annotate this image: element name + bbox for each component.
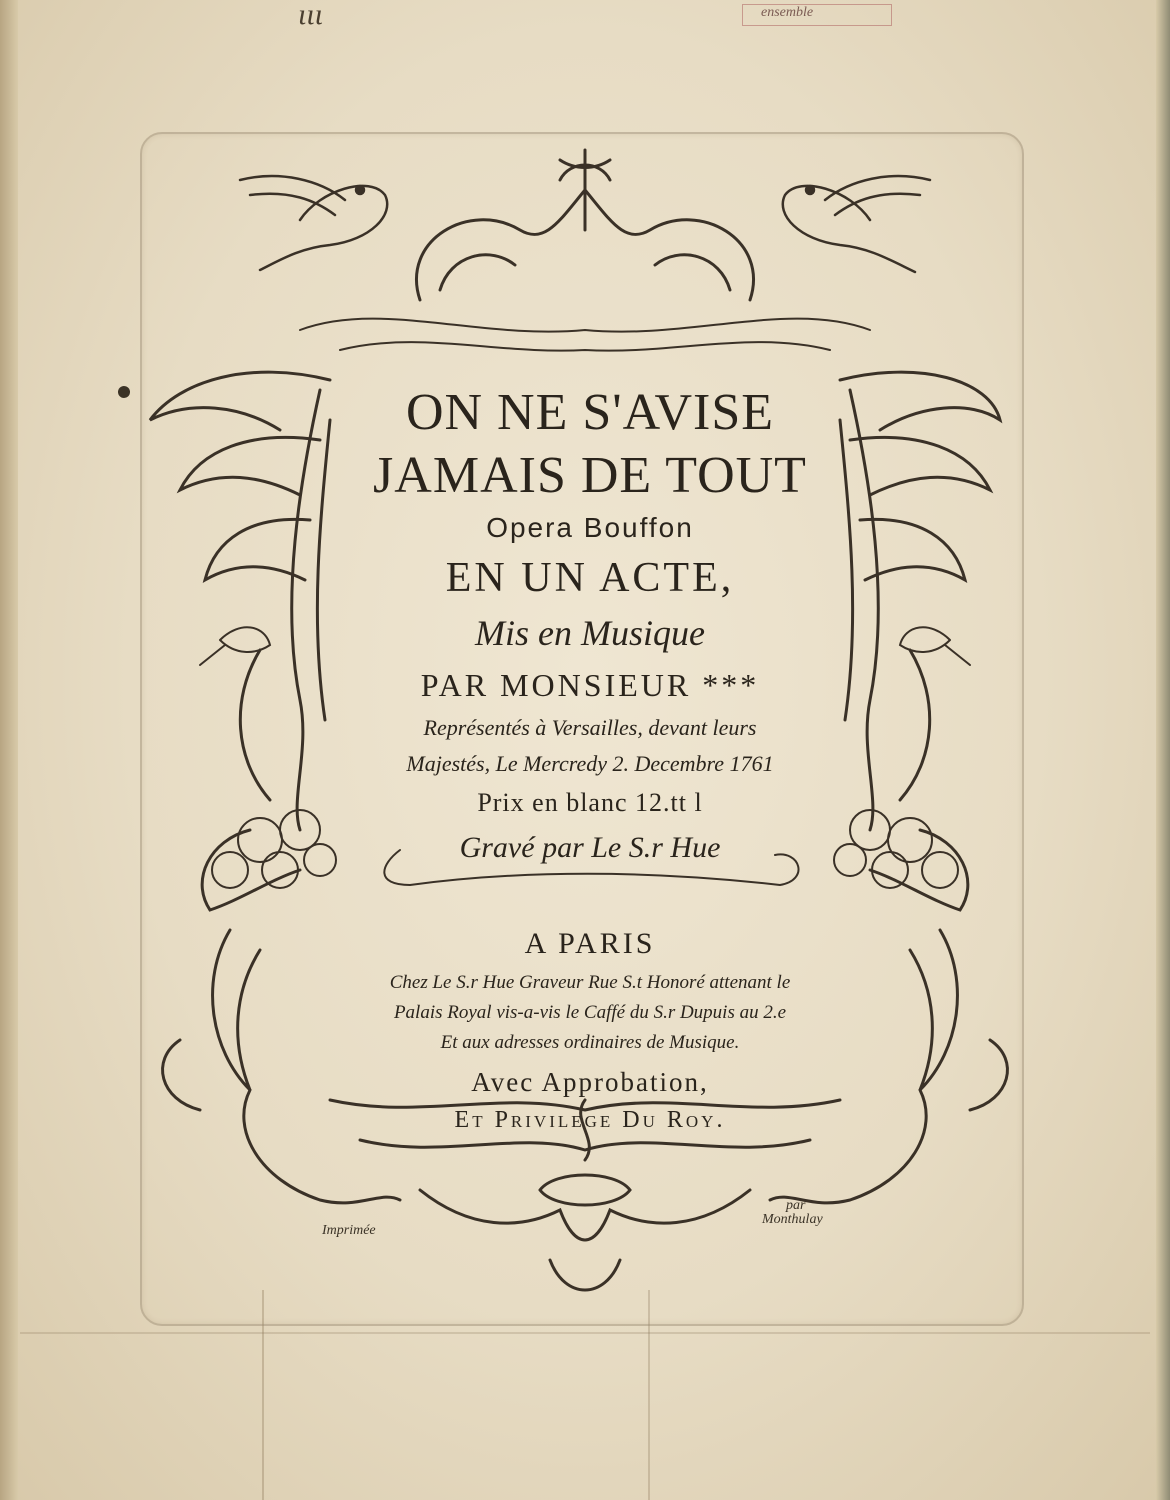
performance-line-2: Majestés, Le Mercredy 2. Decembre 1761 [406,751,774,776]
genre-line: Opera Bouffon [486,512,694,543]
price-line: Prix en blanc 12.tt l [477,788,703,817]
flourish-spacer [320,872,860,912]
title-line-2: JAMAIS DE TOUT [373,447,807,504]
address-line-3: Et aux adresses ordinaires de Musique. [440,1032,740,1053]
address-line-1: Chez Le S.r Hue Graveur Rue S.t Honoré attenant le [389,972,791,993]
left-flower-ornament [212,810,336,888]
address-line-2: Palais Royal vis-a-vis le Caffé du S.r Dupuis au 2.e [393,1002,787,1023]
small-bird-left-illustration [200,627,270,665]
imprint-left: Imprimée [322,1223,376,1238]
imprint-right-2: Monthulay [762,1212,823,1227]
music-line: Mis en Musique [475,613,705,653]
acts-line: EN UN ACTE, [445,555,735,601]
engraver-line: Gravé par Le S.r Hue [459,831,721,864]
bird-left-illustration [240,176,387,270]
title-block [320,380,860,1138]
city-line: A PARIS [524,927,656,960]
imprint-right-1: par [786,1198,806,1213]
small-bird-right-illustration [900,627,970,665]
performance-line-1: Représentés à Versailles, devant leurs [423,715,757,740]
bird-right-illustration [783,176,930,272]
composer-line: PAR MONSIEUR *** [420,667,760,703]
shelfmark-annotation: ιιι [298,0,324,31]
privilege-line: Et Privilege Du Roy. [454,1107,726,1133]
stamp-note-annotation: ensemble [742,4,892,26]
top-cartouche-ornament [300,150,870,351]
approbation-line: Avec Approbation, [471,1067,709,1097]
title-line-1: ON NE S'AVISE [405,384,775,441]
